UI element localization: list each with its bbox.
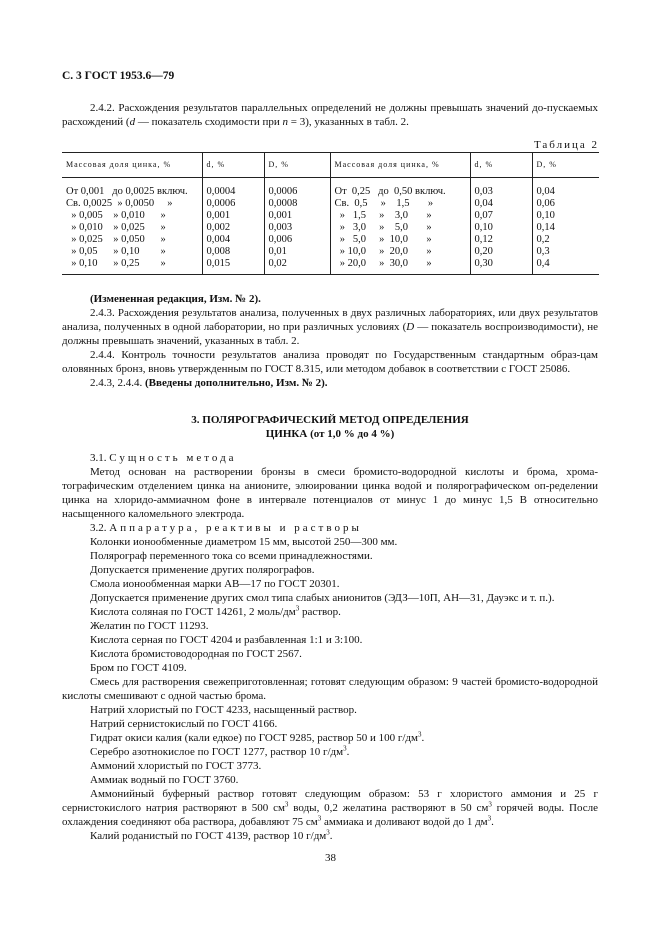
table-cell: » 0,010 » 0,025 » — [66, 222, 166, 233]
table-cell: 0,30 — [470, 258, 532, 275]
list-item: Желатин по ГОСТ 11293. — [90, 620, 209, 632]
table-cell: 0,0008 — [264, 198, 330, 210]
table-cell: » 10,0 » 20,0 » — [330, 246, 470, 258]
list-item: Колонки ионообменные диаметром 15 мм, высотой 250—300 мм. — [90, 536, 398, 548]
paragraph-2-4-3: 2.4.3. Расхождения результатов анализа, полученных в двух различных лабораториях, или двух результатов анализа, полученных в одной лаборатории, но при различных условиях (D — показатель воспроизводимости), не должны превышать значений, указанных в табл. 2. — [62, 307, 598, 347]
table-cell: 0,20 — [470, 246, 532, 258]
list-item: Аммоний хлористый по ГОСТ 3773. — [90, 760, 262, 772]
list-item: Допускается применение других смол типа слабых анионитов (ЭДЗ—10П, АН—31, Дауэкс и т. п.). — [90, 592, 555, 604]
table-cell: 0,0006 — [202, 198, 264, 210]
list-item: Смесь для растворения свежеприготовленная; готовят следующим образом: 9 частей бромисто-водородной кислоты смешивают с одной частью брома. — [62, 676, 598, 702]
table-cell: 0,02 — [264, 258, 330, 275]
table-cell: 0,12 — [470, 234, 532, 246]
table-row — [62, 222, 599, 234]
list-item: Аммонийный буферный раствор готовят следующим образом: 53 г хлористого аммония и 25 г сернистокислого натрия растворяют в 500 $см^3$ воды, 0,2 желатина растворяют в 50 $см^3$ горячей воды. После охлаждения соединяют оба раствора, добавляют 75 $см^3$ аммиака и доливают водой до 1 $дм^3$. — [62, 788, 599, 828]
table-cell: 0,0004 — [202, 178, 264, 199]
table-cell: 0,001 — [202, 210, 264, 222]
table-cell: Св. 0,0025 » 0,0050 » — [66, 198, 173, 209]
list-item: Смола ионообменная марки АВ—17 по ГОСТ 20301. — [90, 578, 340, 590]
table-cell: » 3,0 » 5,0 » — [330, 222, 470, 234]
table-cell: » 0,005 » 0,010 » — [66, 210, 166, 221]
table-cell: Св. 0,5 » 1,5 » — [330, 198, 470, 210]
table-cell: » 1,5 » 3,0 » — [330, 210, 470, 222]
table-cell: 0,10 — [470, 222, 532, 234]
table-cell: 0,07 — [470, 210, 532, 222]
paragraph-2-4-4: 2.4.4. Контроль точности результатов анализа проводят по Государственным стандартным образ-цам оловянных бронз, вновь утвержденным по ГОСТ 8.315, или методом добавок в соответствии с ГОСТ 25086. — [62, 349, 598, 375]
block-2-4-3 — [62, 292, 598, 390]
table-cell: 0,015 — [202, 258, 264, 275]
table-cell: 0,003 — [264, 222, 330, 234]
table-cell: » 0,025 » 0,050 » — [66, 234, 166, 245]
table-cell: 0,4 — [532, 258, 599, 275]
list-item: Допускается применение других полярографов. — [90, 564, 315, 576]
table-row — [62, 234, 599, 246]
list-item: Аммиак водный по ГОСТ 3760. — [90, 774, 239, 786]
table-cell: От 0,25 до 0,50 включ. — [330, 178, 470, 199]
list-item: Натрий хлористый по ГОСТ 4233, насыщенный раствор. — [90, 704, 357, 716]
table-cell: » 0,10 » 0,25 » — [62, 258, 202, 275]
table-cell: 0,06 — [532, 198, 599, 210]
list-item: Гидрат окиси калия (кали едкое) по ГОСТ 9285, раствор 50 и 100 $г/дм^3$. — [90, 730, 425, 744]
col-header: Массовая доля цинка, % — [330, 153, 470, 178]
list-item: Полярограф переменного тока со всеми принадлежностями. — [90, 550, 373, 562]
table-cell: 0,002 — [202, 222, 264, 234]
table-cell: 0,14 — [532, 222, 599, 234]
table-cell: » 0,05 » 0,10 » — [66, 246, 166, 257]
page-header: С. 3 ГОСТ 1953.6—79 — [62, 70, 175, 82]
list-item: Кислота соляная по ГОСТ 14261, 2 моль/$дм^3$ раствор. — [90, 604, 341, 618]
page-number: 38 — [325, 852, 336, 864]
list-item: Серебро азотнокислое по ГОСТ 1277, раствор 10 $г/дм^3$. — [90, 744, 350, 758]
table-caption: Таблица 2 — [533, 139, 599, 151]
table-cell: 0,0006 — [264, 178, 330, 199]
col-header: d, % — [470, 153, 532, 178]
amendment-note: (Измененная редакция, Изм. № 2). — [90, 293, 261, 305]
col-header: D, % — [532, 153, 599, 178]
table-header-row — [62, 153, 599, 178]
table-cell: 0,2 — [532, 234, 599, 246]
table-cell: 0,01 — [264, 246, 330, 258]
table-cell: 0,03 — [470, 178, 532, 199]
col-header: d, % — [202, 153, 264, 178]
subsection-3-1-title: 3.1. Сущность метода — [90, 452, 237, 464]
list-item: Калий роданистый по ГОСТ 4139, раствор 10 $г/дм^3$. — [90, 828, 333, 842]
addition-note: 2.4.3, 2.4.4. (Введены дополнительно, Изм. № 2). — [90, 377, 328, 389]
table-cell: 0,10 — [532, 210, 599, 222]
section-3-body — [62, 451, 598, 843]
table-cell: 0,001 — [264, 210, 330, 222]
table-cell: 0,006 — [264, 234, 330, 246]
table-cell: От 0,001 до 0,0025 включ. — [66, 186, 188, 197]
table-cell: 0,04 — [532, 178, 599, 199]
subsection-3-2-title: 3.2. Аппаратура, реактивы и растворы — [90, 522, 362, 534]
table-cell: 0,3 — [532, 246, 599, 258]
table-cell: » 20,0 » 30,0 » — [330, 258, 470, 275]
list-item: Кислота бромистоводородная по ГОСТ 2567. — [90, 648, 302, 660]
list-item: Кислота серная по ГОСТ 4204 и разбавленная 1:1 и 3:100. — [90, 634, 363, 646]
table-row — [62, 258, 599, 275]
table-cell: » 5,0 » 10,0 » — [330, 234, 470, 246]
table-row — [62, 246, 599, 258]
table-cell: 0,004 — [202, 234, 264, 246]
list-item: Натрий сернистокислый по ГОСТ 4166. — [90, 718, 278, 730]
table-row — [62, 210, 599, 222]
subsection-3-1-text: Метод основан на растворении бронзы в смеси бромисто-водородной кислоты и брома, хрома-тографическим отделением цинка на анионите, элюировании цинка водой и полярографическом оп-ределении цинка на хлоридо-аммиачном фоне в интервале потенциалов от минус 1 до минус 1,5 В относительно насыщенного каломельного электрода. — [62, 466, 598, 520]
table-cell: 0,008 — [202, 246, 264, 258]
table-row — [62, 178, 599, 199]
col-header: D, % — [264, 153, 330, 178]
table-cell: 0,04 — [470, 198, 532, 210]
section-title: 3. ПОЛЯРОГРАФИЧЕСКИЙ МЕТОД ОПРЕДЕЛЕНИЯ ЦИНКА (от 1,0 % до 4 %) — [191, 414, 469, 440]
list-item: Бром по ГОСТ 4109. — [90, 662, 187, 674]
paragraph-2-4-2: 2.4.2. Расхождения результатов параллельных определений не должны превышать значений до-пускаемых расхождений (d — показатель сходимости при n = 3), указанных в табл. 2. — [62, 102, 598, 128]
col-header: Массовая доля цинка, % — [62, 153, 202, 178]
table-row — [62, 198, 599, 210]
tolerance-table — [62, 152, 599, 275]
